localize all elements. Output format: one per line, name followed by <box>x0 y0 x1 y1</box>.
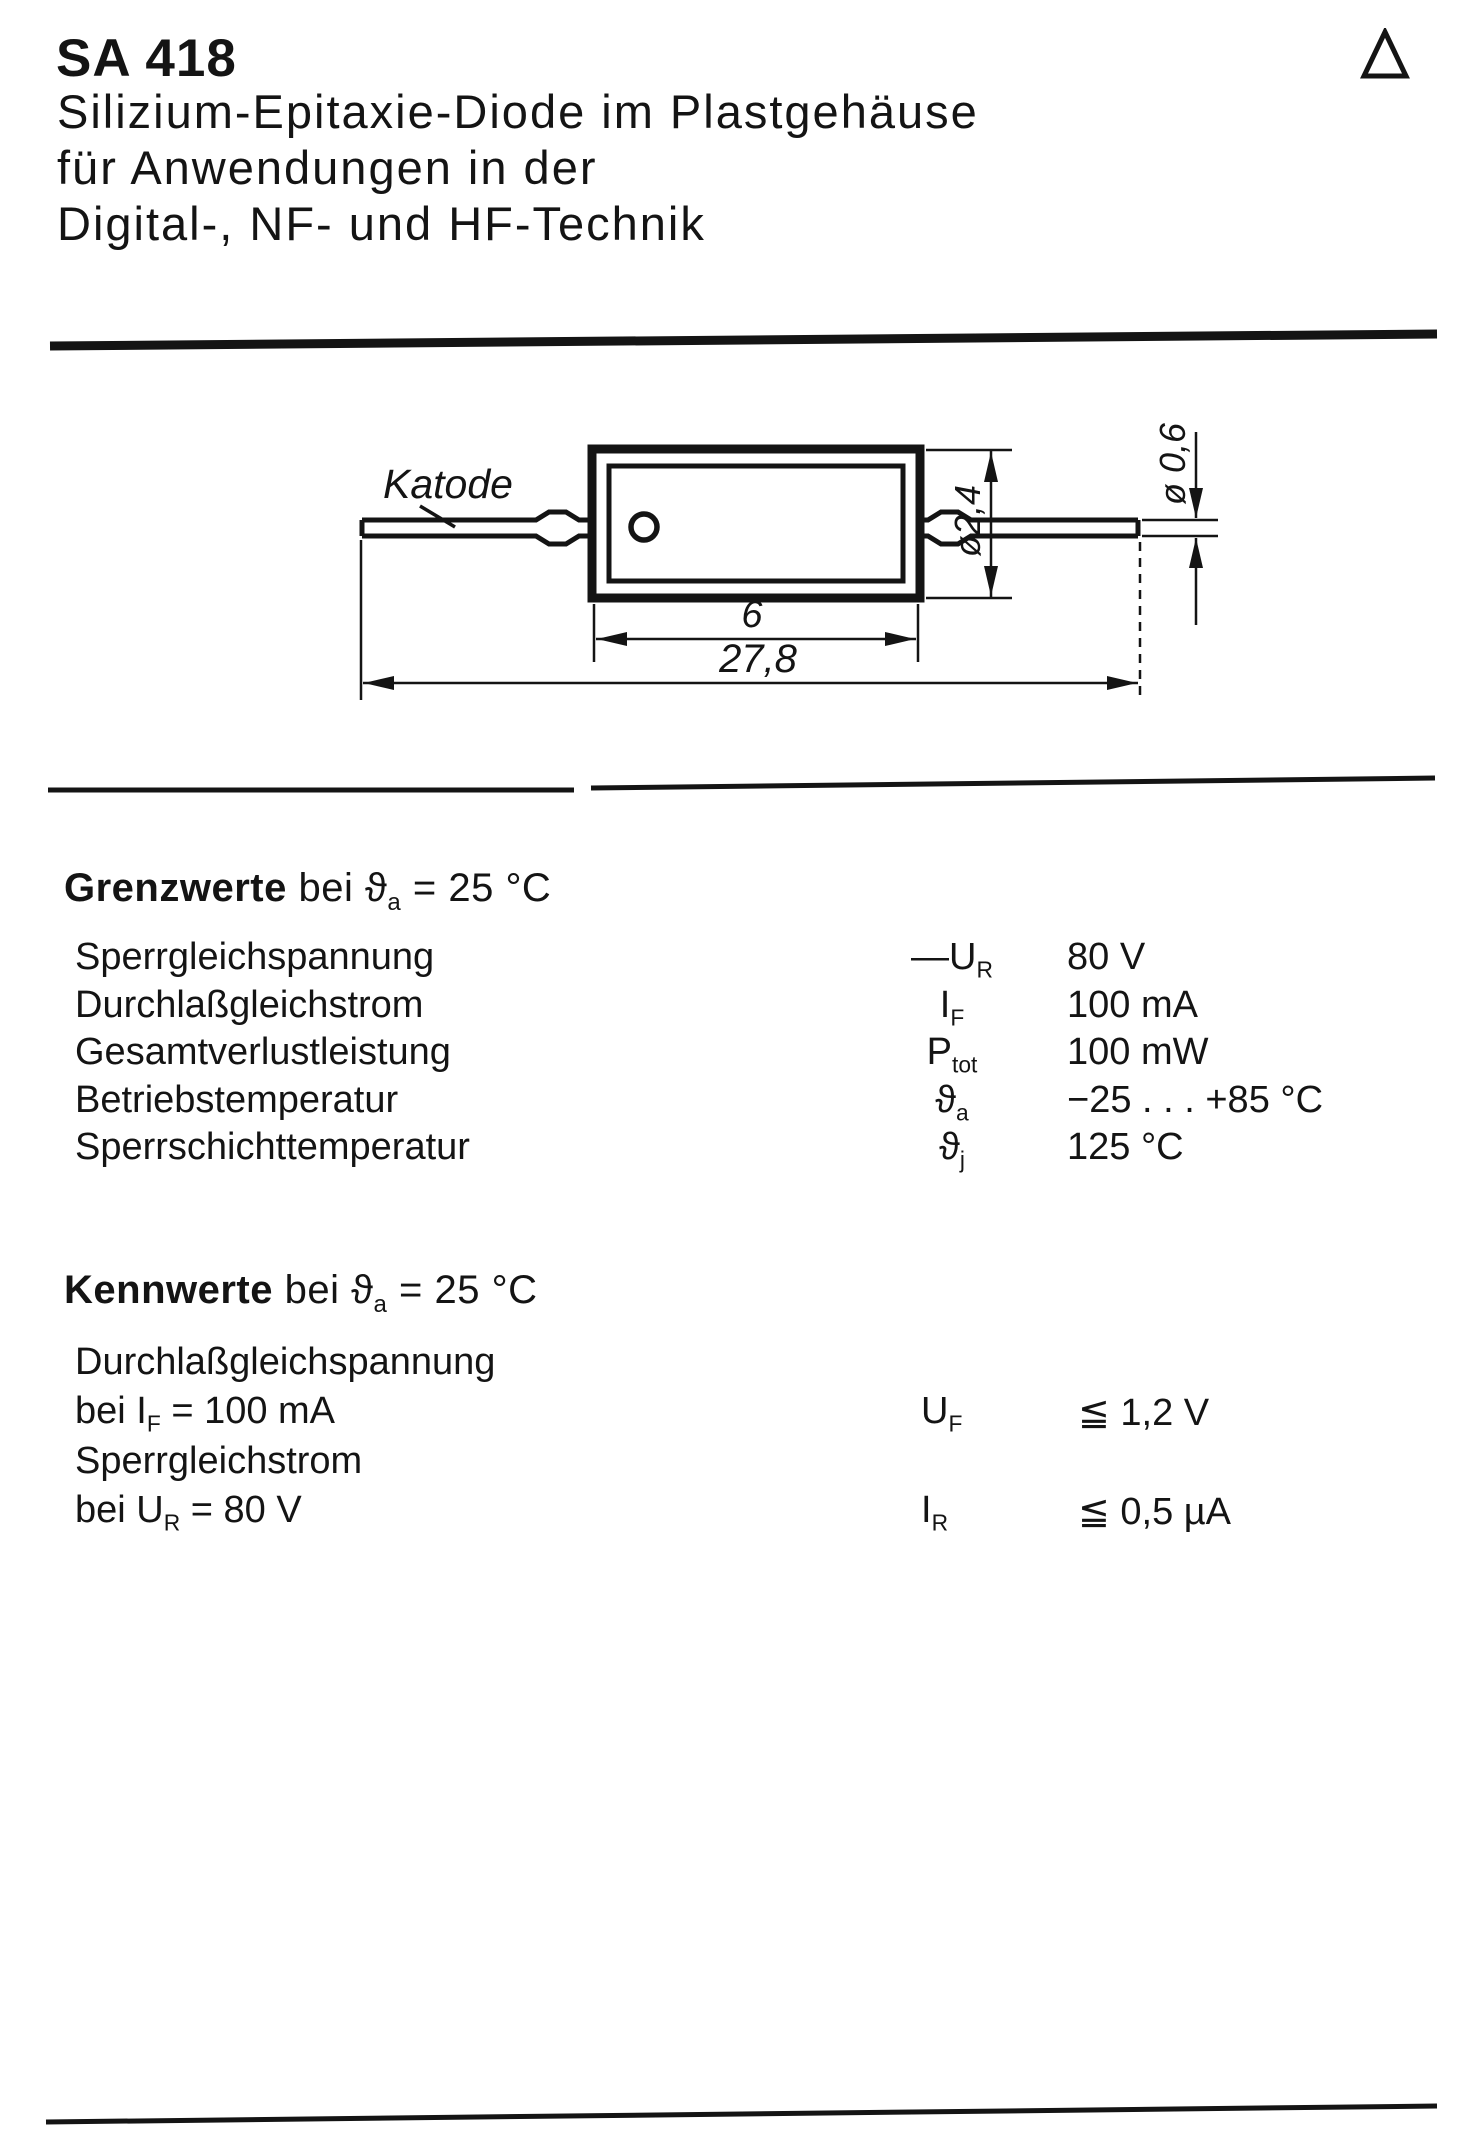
table-row <box>75 1029 1375 1077</box>
title-line-2: für Anwendungen in der <box>57 141 598 194</box>
mid-rule-right <box>591 778 1435 788</box>
row-symbol: $—U_R$ <box>911 936 993 983</box>
row-value: 100 mW <box>1067 1031 1209 1073</box>
row-value: ≦ 1,2 V <box>1078 1392 1210 1434</box>
row-label: Sperrschichttemperatur <box>75 1126 470 1168</box>
row-label: Durchlaßgleichstrom <box>75 983 424 1026</box>
arrow-left <box>597 632 627 646</box>
row-value: 125 °C <box>1067 1126 1184 1168</box>
limits-heading-bold: Grenzwerte <box>64 866 287 910</box>
katode-label: Katode <box>383 461 513 507</box>
arrow-up <box>984 452 998 482</box>
arrow-right <box>1107 676 1137 690</box>
row-symbol: $U_F$ <box>921 1390 963 1437</box>
left-lead <box>362 512 592 544</box>
top-rule <box>50 334 1437 346</box>
dim-overall-length-label: 27,8 <box>719 637 797 681</box>
page-title: SA 418 <box>56 29 237 88</box>
limits-heading-mid: bei <box>298 866 354 910</box>
table-row <box>75 1124 1375 1172</box>
arrow-left <box>364 676 394 690</box>
row-value: ≦ 0,5 µA <box>1078 1491 1232 1533</box>
table-row <box>75 982 1375 1030</box>
arrow-up <box>1189 538 1203 568</box>
row-value: 100 mA <box>1067 983 1198 1026</box>
characteristics-heading <box>64 1268 538 1318</box>
theta-symbol: $ϑ_a$ <box>365 866 402 916</box>
row-symbol: $ϑ_j$ <box>939 1126 965 1173</box>
characteristics-heading-bold: Kennwerte <box>64 1268 273 1312</box>
row-value: 80 V <box>1067 936 1146 978</box>
table-row <box>75 934 1375 982</box>
characteristics-heading-mid: bei <box>284 1268 340 1312</box>
theta-symbol: $ϑ_a$ <box>351 1268 388 1318</box>
row-symbol: $I_R$ <box>921 1489 949 1536</box>
characteristics-heading-rest: = 25 °C <box>399 1268 538 1312</box>
limits-table <box>75 934 1375 1172</box>
row-label: Durchlaßgleichspannung bei $I_F = 100$ mA <box>75 1341 496 1437</box>
dim-body-height-label: ø2,4 <box>947 484 988 557</box>
limits-heading-rest: = 25 °C <box>412 866 552 910</box>
table-row <box>75 1338 1385 1436</box>
table-row <box>75 1077 1375 1125</box>
table-row <box>75 1437 1385 1535</box>
body-outline <box>592 449 920 598</box>
row-label: Betriebstemperatur <box>75 1078 399 1121</box>
dim-body-length-label: 6 <box>741 594 763 636</box>
dim-lead-diameter-label: ø 0,6 <box>1152 422 1193 505</box>
row-label: Sperrgleichspannung <box>75 936 435 978</box>
row-symbol: $I_F$ <box>939 983 965 1031</box>
arrow-right <box>885 632 915 646</box>
row-label: Gesamtverlustleistung <box>75 1031 451 1073</box>
arrow-down <box>984 566 998 596</box>
row-label: Sperrgleichstrom bei $U_R = 80$ V <box>75 1440 363 1536</box>
katode-leader-line <box>420 506 455 527</box>
limits-heading <box>64 866 552 916</box>
title-line-1: Silizium-Epitaxie-Diode im Plastgehäuse <box>57 85 979 138</box>
row-symbol: $ϑ_a$ <box>935 1078 969 1126</box>
row-value: −25 . . . +85 °C <box>1067 1078 1324 1121</box>
row-symbol: $P_{tot}$ <box>926 1031 978 1078</box>
title-line-3: Digital-, NF- und HF-Technik <box>57 197 706 250</box>
bottom-rule <box>46 2106 1437 2122</box>
